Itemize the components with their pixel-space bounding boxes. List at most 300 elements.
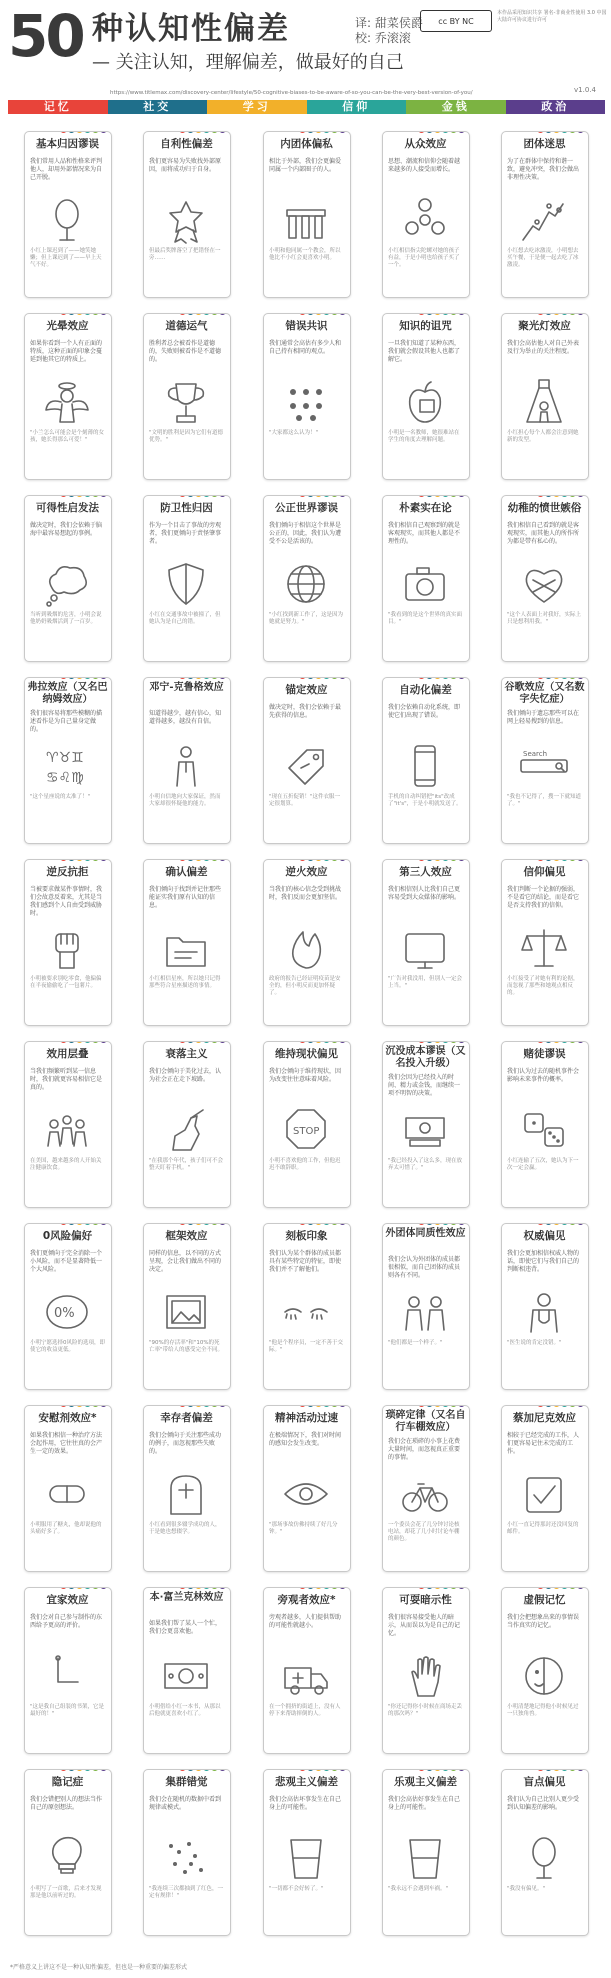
bias-description: 我们会把想象出来的事情误当作真实的记忆。 bbox=[507, 1614, 580, 1629]
category-dot bbox=[458, 131, 465, 133]
bias-title: 锚定效应 bbox=[285, 684, 328, 696]
category-dot bbox=[418, 131, 425, 133]
category-dot bbox=[219, 313, 226, 315]
category-dot bbox=[434, 131, 441, 133]
category-dot bbox=[339, 495, 346, 497]
bias-example: "小红找到新工作了，这是因为她就是努力。" bbox=[269, 612, 344, 625]
category-dot bbox=[434, 1405, 441, 1407]
category-dot bbox=[331, 1769, 338, 1771]
category-dot bbox=[60, 313, 67, 315]
category-dot bbox=[315, 131, 322, 133]
category-dots bbox=[418, 859, 465, 861]
category-dot bbox=[450, 1223, 457, 1225]
category-dot bbox=[179, 1587, 186, 1589]
category-dot bbox=[219, 677, 226, 679]
dice-icon bbox=[519, 1106, 569, 1154]
category-dot bbox=[211, 1405, 218, 1407]
category-dot bbox=[100, 1587, 107, 1589]
bias-description: 做决定时，我们会依赖于最先获得的信息。 bbox=[269, 704, 342, 719]
category-dot bbox=[339, 1405, 346, 1407]
stonehenge-icon bbox=[281, 196, 331, 244]
category-dot bbox=[561, 677, 568, 679]
bias-description: 我们很容易接受他人的暗示，从而误以为是自己的记忆。 bbox=[388, 1614, 461, 1637]
category-dot bbox=[331, 1041, 338, 1043]
bias-title: 蔡加尼克效应 bbox=[513, 1412, 576, 1424]
category-dot bbox=[434, 677, 441, 679]
category-5: 政治 bbox=[506, 100, 606, 114]
category-dot bbox=[569, 1587, 576, 1589]
bias-description: 当我们频繁听到某一信息时，我们就更容易相信它是真的。 bbox=[30, 1068, 103, 1091]
category-dot bbox=[195, 1587, 202, 1589]
license-text: 本作品采用知识共享 署名-非商业性使用 3.0 中国大陆许可协议进行许可 bbox=[497, 10, 607, 23]
fire-icon bbox=[281, 924, 331, 972]
category-dot bbox=[442, 859, 449, 861]
bias-description: 我们相信自己看到的就是客观现实，而其他人的所作所为都是带有私心的。 bbox=[507, 522, 580, 545]
category-dot bbox=[76, 1587, 83, 1589]
bias-example: 小明被要求别吃零食，他偏偏在半夜偷偷吃了一包薯片。 bbox=[30, 976, 102, 989]
bias-card bbox=[24, 131, 112, 298]
category-dot bbox=[76, 131, 83, 133]
bias-description: 当被要求做某件事情时，我们会故意反着来，尤其是当我们感到个人自由受到威胁时。 bbox=[30, 886, 103, 917]
category-dot bbox=[339, 1041, 346, 1043]
category-dot bbox=[203, 1769, 210, 1771]
category-dot bbox=[545, 859, 552, 861]
bias-description: 我们倾向于遗忘那些可以在网上轻易搜到的信息。 bbox=[507, 710, 580, 725]
category-dot bbox=[577, 1223, 584, 1225]
category-dot bbox=[179, 1405, 186, 1407]
zero-icon bbox=[42, 1288, 92, 1336]
bias-title: 琐碎定律（又名自行车棚效应） bbox=[385, 1410, 466, 1433]
category-dot bbox=[315, 1769, 322, 1771]
eye-icon bbox=[281, 1470, 331, 1518]
category-dots bbox=[299, 677, 346, 679]
bias-description: 我们相信自己观察到的就是客观现实，而其他人都是不理性的。 bbox=[388, 522, 461, 545]
category-dot bbox=[211, 1223, 218, 1225]
category-dot bbox=[307, 1405, 314, 1407]
category-dot bbox=[179, 1769, 186, 1771]
search-icon bbox=[519, 742, 569, 790]
category-dot bbox=[442, 1041, 449, 1043]
bias-example: "我已经投入了这么多，现在放弃太可惜了。" bbox=[388, 1158, 463, 1171]
category-dot bbox=[561, 859, 568, 861]
category-dot bbox=[92, 1587, 99, 1589]
category-dot bbox=[84, 131, 91, 133]
bias-card bbox=[143, 1041, 231, 1208]
category-dot bbox=[203, 1041, 210, 1043]
category-dot bbox=[561, 495, 568, 497]
category-dot bbox=[60, 495, 67, 497]
version-label: v1.0.4 bbox=[574, 86, 596, 94]
category-dots bbox=[299, 1587, 346, 1589]
category-dot bbox=[426, 1405, 433, 1407]
category-dot bbox=[434, 859, 441, 861]
bias-card bbox=[263, 131, 351, 298]
category-dot bbox=[195, 677, 202, 679]
category-dots bbox=[60, 1769, 107, 1771]
category-dot bbox=[339, 1587, 346, 1589]
category-dot bbox=[569, 1405, 576, 1407]
category-dots bbox=[60, 131, 107, 133]
knight-icon bbox=[161, 1106, 211, 1154]
category-dot bbox=[458, 677, 465, 679]
category-dot bbox=[434, 313, 441, 315]
category-dot bbox=[545, 313, 552, 315]
category-dot bbox=[100, 495, 107, 497]
category-dot bbox=[100, 1223, 107, 1225]
category-dot bbox=[426, 495, 433, 497]
category-dot bbox=[92, 1405, 99, 1407]
pill-icon bbox=[42, 1470, 92, 1518]
category-dot bbox=[418, 1223, 425, 1225]
bias-card bbox=[501, 313, 589, 480]
category-dots bbox=[179, 1041, 226, 1043]
category-dot bbox=[60, 677, 67, 679]
category-dot bbox=[315, 495, 322, 497]
bias-title: 隐记症 bbox=[51, 1776, 84, 1788]
bias-title: 公正世界谬误 bbox=[275, 502, 338, 514]
bias-card bbox=[143, 313, 231, 480]
category-dot bbox=[450, 1041, 457, 1043]
category-dots bbox=[60, 1041, 107, 1043]
bias-title: 集群错觉 bbox=[165, 1776, 208, 1788]
category-dot bbox=[211, 859, 218, 861]
bias-title: 错误共识 bbox=[285, 320, 328, 332]
bias-title: 从众效应 bbox=[404, 138, 447, 150]
bias-card bbox=[501, 1587, 589, 1754]
bias-description: 我们会更加相信权威人物的话，即使它们与我们自己的判断相违背。 bbox=[507, 1250, 580, 1273]
category-dots bbox=[299, 1405, 346, 1407]
bias-description: 做决定时，我们会依赖于脑海中最容易想起的事例。 bbox=[30, 522, 103, 537]
bias-description: 我们很容易将那些模糊的描述看作是为自己量身定做的。 bbox=[30, 710, 103, 733]
bias-card bbox=[24, 1405, 112, 1572]
category-dots bbox=[179, 495, 226, 497]
category-dot bbox=[68, 131, 75, 133]
category-dot bbox=[315, 1041, 322, 1043]
category-dot bbox=[307, 313, 314, 315]
bias-description: 如果我们帮了某人一个忙，我们会更喜欢他。 bbox=[149, 1620, 222, 1635]
category-dot bbox=[434, 1587, 441, 1589]
bias-card bbox=[143, 131, 231, 298]
bias-title: 衰落主义 bbox=[165, 1048, 208, 1060]
mirror-icon bbox=[519, 1834, 569, 1882]
category-dot bbox=[179, 1223, 186, 1225]
category-dot bbox=[60, 1769, 67, 1771]
bias-description: 我们会认为外团体的成员都很相似，而自己团体的成员则各有不同。 bbox=[388, 1256, 461, 1279]
bias-example: "他是个程序员，一定不善于交际。" bbox=[269, 1340, 344, 1353]
category-dot bbox=[418, 859, 425, 861]
category-dot bbox=[179, 859, 186, 861]
category-dot bbox=[76, 495, 83, 497]
category-dot bbox=[100, 1041, 107, 1043]
category-dots bbox=[537, 131, 584, 133]
category-dot bbox=[187, 1405, 194, 1407]
category-dot bbox=[442, 1405, 449, 1407]
bias-example: "小兰怎么可能会是个刻薄的女孩，她长得那么可爱！" bbox=[30, 430, 105, 443]
category-dots bbox=[60, 1587, 107, 1589]
category-dot bbox=[331, 1405, 338, 1407]
category-dot bbox=[339, 677, 346, 679]
bias-description: 我们会对自己参与制作的东西给予更高的评价。 bbox=[30, 1614, 103, 1629]
bias-example: 小红看到很多辍学成功的人，于是她也想辍学。 bbox=[149, 1522, 221, 1535]
bias-card bbox=[24, 1223, 112, 1390]
bias-example: 小明宁愿选择0风险的选项，即使它的收益更低。 bbox=[30, 1340, 106, 1353]
category-dot bbox=[537, 313, 544, 315]
category-dot bbox=[434, 1769, 441, 1771]
category-dot bbox=[569, 131, 576, 133]
category-dot bbox=[569, 1041, 576, 1043]
category-dot bbox=[92, 1769, 99, 1771]
glass-icon bbox=[400, 1834, 450, 1882]
category-dot bbox=[211, 677, 218, 679]
category-dot bbox=[179, 131, 186, 133]
category-dot bbox=[299, 677, 306, 679]
source-url[interactable]: https://www.titlemax.com/discovery-center/lifestyle/50-cognitive-biases-to-be-aware-of-so-you-can-be-the-very-best-version-of-you/ bbox=[110, 90, 473, 96]
bias-description: 我们会因为已经投入的时间、精力或金钱，而继续一项不明智的决策。 bbox=[388, 1074, 461, 1097]
category-dot bbox=[545, 1041, 552, 1043]
bias-title: 权威偏见 bbox=[523, 1230, 566, 1242]
bias-card bbox=[263, 1587, 351, 1754]
bias-title: 旁观者效应* bbox=[277, 1594, 336, 1606]
category-dot bbox=[84, 1405, 91, 1407]
bias-example: 小明不喜欢他的工作，但他迟迟不敢辞职。 bbox=[269, 1158, 341, 1171]
category-dot bbox=[577, 677, 584, 679]
category-dot bbox=[299, 1769, 306, 1771]
category-dot bbox=[76, 677, 83, 679]
category-dot bbox=[84, 313, 91, 315]
bias-example: "我看到的是这个世界的真实面目。" bbox=[388, 612, 463, 625]
category-dots bbox=[418, 131, 465, 133]
category-dot bbox=[203, 1223, 210, 1225]
bias-title: 赌徒谬误 bbox=[523, 1048, 566, 1060]
category-dot bbox=[561, 131, 568, 133]
category-dot bbox=[331, 677, 338, 679]
bias-example: 小明借给小红一本书，从那以后他就更喜欢小红了。 bbox=[149, 1704, 221, 1717]
bias-title: 光晕效应 bbox=[46, 320, 89, 332]
bias-description: 我们会错把别人的想法当作自己的原创想法。 bbox=[30, 1796, 103, 1811]
crowd-icon bbox=[42, 1106, 92, 1154]
bias-card bbox=[501, 859, 589, 1026]
category-dot bbox=[307, 495, 314, 497]
category-dots bbox=[60, 859, 107, 861]
bias-example: "医生说的肯定没错。" bbox=[507, 1340, 562, 1346]
bias-example: "广告对我没用，但别人一定会上当。" bbox=[388, 976, 463, 989]
category-dots bbox=[60, 313, 107, 315]
category-dots bbox=[60, 677, 107, 679]
title-number: 50 bbox=[8, 2, 83, 70]
category-dot bbox=[203, 1587, 210, 1589]
bicycle-icon bbox=[400, 1470, 450, 1518]
bias-title: 知识的诅咒 bbox=[399, 320, 452, 332]
category-dot bbox=[426, 131, 433, 133]
footnote: *严格意义上讲这不是一种认知性偏差，但也是一种重要的偏差形式 bbox=[10, 1964, 188, 1971]
category-dots bbox=[418, 1769, 465, 1771]
category-dot bbox=[450, 859, 457, 861]
category-dot bbox=[187, 131, 194, 133]
heart-icon bbox=[519, 560, 569, 608]
category-dot bbox=[299, 313, 306, 315]
bias-description: 如果你看到一个人有正面的特质，这种正面的印象会蔓延到他其它的特质上。 bbox=[30, 340, 103, 363]
bias-description: 我们倾向于相信这个世界是公正的，因此，我们认为遭受不公是活该的。 bbox=[269, 522, 342, 545]
svg-text:♈♉♊: ♈♉♊ bbox=[46, 750, 84, 766]
category-dots bbox=[179, 313, 226, 315]
bias-card bbox=[382, 1041, 470, 1208]
category-dot bbox=[307, 859, 314, 861]
category-dot bbox=[339, 859, 346, 861]
category-dot bbox=[418, 1041, 425, 1043]
category-dot bbox=[195, 1769, 202, 1771]
category-dots bbox=[60, 1223, 107, 1225]
category-dot bbox=[339, 1223, 346, 1225]
bias-card bbox=[382, 859, 470, 1026]
bias-card bbox=[263, 1223, 351, 1390]
category-dot bbox=[76, 1405, 83, 1407]
category-dot bbox=[68, 1587, 75, 1589]
bias-example: 小明写了一首歌，后来才发现那是他以前听过的。 bbox=[30, 1886, 102, 1899]
category-dot bbox=[553, 131, 560, 133]
bias-card bbox=[382, 313, 470, 480]
bias-title: 基本归因谬误 bbox=[36, 138, 99, 150]
bias-description: 我们倾向于找到并记住那些能证实我们原有认知的信息。 bbox=[149, 886, 222, 909]
category-dot bbox=[418, 1769, 425, 1771]
category-dots bbox=[60, 1405, 107, 1407]
tag-icon bbox=[281, 742, 331, 790]
apple-icon bbox=[400, 378, 450, 426]
category-dot bbox=[60, 859, 67, 861]
category-dot bbox=[569, 495, 576, 497]
stop-icon bbox=[281, 1106, 331, 1154]
category-dot bbox=[545, 1223, 552, 1225]
spotlight-icon bbox=[519, 378, 569, 426]
bias-card bbox=[143, 1769, 231, 1936]
category-dots bbox=[179, 677, 226, 679]
category-dot bbox=[92, 1041, 99, 1043]
bias-card bbox=[382, 495, 470, 662]
category-dot bbox=[577, 495, 584, 497]
face-icon bbox=[519, 1652, 569, 1700]
category-dot bbox=[442, 1587, 449, 1589]
translator: 译: 甜菜侯爵 bbox=[355, 16, 423, 30]
category-dot bbox=[187, 1587, 194, 1589]
category-dot bbox=[537, 677, 544, 679]
category-dot bbox=[323, 1587, 330, 1589]
category-dot bbox=[100, 859, 107, 861]
category-dot bbox=[450, 495, 457, 497]
trophy-icon bbox=[161, 378, 211, 426]
category-dots bbox=[418, 495, 465, 497]
category-dot bbox=[331, 1223, 338, 1225]
category-dot bbox=[299, 1041, 306, 1043]
bias-title: 外团体同质性效应 bbox=[385, 1228, 466, 1239]
category-dot bbox=[418, 1587, 425, 1589]
category-dot bbox=[299, 131, 306, 133]
hand-icon bbox=[400, 1652, 450, 1700]
category-dot bbox=[561, 1223, 568, 1225]
category-dot bbox=[442, 131, 449, 133]
category-dot bbox=[577, 859, 584, 861]
bias-title: 盲点偏见 bbox=[523, 1776, 566, 1788]
bias-title: 沉没成本谬误（又名投入升级） bbox=[385, 1046, 466, 1069]
bias-example: "90%的存活率"和"10%的死亡率"带给人的感受完全不同。 bbox=[149, 1340, 224, 1353]
category-dot bbox=[84, 1223, 91, 1225]
bias-example: 小明和他同属一个教会，所以他比不小红会更喜欢小明。 bbox=[269, 248, 341, 261]
bias-example: "文明的胜利是因为它们有道德优势。" bbox=[149, 430, 224, 443]
bias-example: 但最后奖牌落空了把错怪在一旁…… bbox=[149, 248, 221, 261]
category-dot bbox=[211, 1769, 218, 1771]
category-dot bbox=[315, 1405, 322, 1407]
bubble-icon bbox=[42, 560, 92, 608]
category-dot bbox=[60, 1223, 67, 1225]
category-dot bbox=[203, 677, 210, 679]
bias-description: 我们会倾向于美化过去，认为社会正在走下坡路。 bbox=[149, 1068, 222, 1083]
category-dot bbox=[442, 677, 449, 679]
category-dot bbox=[84, 1769, 91, 1771]
category-dot bbox=[219, 859, 226, 861]
bias-title: 0风险偏好 bbox=[42, 1230, 93, 1242]
category-dot bbox=[569, 313, 576, 315]
category-dot bbox=[100, 313, 107, 315]
category-dot bbox=[537, 1587, 544, 1589]
bias-description: 作为一个目击了事故的旁观者，我们更倾向于责怪肇事者。 bbox=[149, 522, 222, 545]
bias-title: 团体迷思 bbox=[523, 138, 566, 150]
bias-example: 当听到吸烟的危害，小明会说他奶奶吸烟活到了一百岁。 bbox=[30, 612, 102, 625]
bias-description: 我们更容易为失败找外部原因，而将成功归于自身。 bbox=[149, 158, 222, 173]
bias-description: 我们更倾向于完全消除一个小风险，而不是显著降低一个大风险。 bbox=[30, 1250, 103, 1273]
category-dots bbox=[537, 1769, 584, 1771]
category-dots bbox=[179, 131, 226, 133]
bias-card bbox=[382, 677, 470, 844]
category-dot bbox=[179, 313, 186, 315]
bias-description: 我们会在琐碎的小事上花费大量时间，而忽视真正重要的事情。 bbox=[388, 1438, 461, 1461]
category-dot bbox=[68, 859, 75, 861]
category-dot bbox=[577, 1769, 584, 1771]
bias-title: 信仰偏见 bbox=[523, 866, 566, 878]
bias-title: 自利性偏差 bbox=[160, 138, 213, 150]
category-dot bbox=[553, 1769, 560, 1771]
category-dot bbox=[92, 131, 99, 133]
bias-title: 安慰剂效应* bbox=[38, 1412, 97, 1424]
category-0: 记忆 bbox=[8, 100, 108, 114]
category-dots bbox=[299, 313, 346, 315]
bias-example: 小明服用了糖丸，他却说他的头痛好多了。 bbox=[30, 1522, 102, 1535]
bias-description: 我们认为过去的随机事件会影响未来事件的概率。 bbox=[507, 1068, 580, 1083]
bias-example: 小明自信地向大家保证，然而大家却很怀疑他的能力。 bbox=[149, 794, 221, 807]
search-label: Search bbox=[523, 750, 548, 758]
person-icon bbox=[161, 742, 211, 790]
category-dot bbox=[195, 859, 202, 861]
bias-card bbox=[24, 1587, 112, 1754]
category-dot bbox=[458, 495, 465, 497]
bias-example: "我也不记得了，搜一下就知道了。" bbox=[507, 794, 582, 807]
bias-description: 为了在群体中保持和谐一致，避免冲突，我们会做出非理性决策。 bbox=[507, 158, 580, 181]
bias-example: 一个委员会花了几分钟讨论核电站，却花了几小时讨论车棚的颜色。 bbox=[388, 1522, 460, 1542]
category-dots bbox=[60, 495, 107, 497]
category-dot bbox=[187, 1041, 194, 1043]
bias-card bbox=[501, 1405, 589, 1572]
category-dot bbox=[577, 313, 584, 315]
category-dots bbox=[537, 495, 584, 497]
fist-icon bbox=[42, 924, 92, 972]
category-dot bbox=[569, 1769, 576, 1771]
category-dot bbox=[577, 1041, 584, 1043]
bias-description: 相比于外部，我们会更偏爱同属一个内部圈子的人。 bbox=[269, 158, 342, 173]
category-dot bbox=[339, 313, 346, 315]
category-dot bbox=[187, 313, 194, 315]
category-dot bbox=[434, 495, 441, 497]
category-dot bbox=[537, 859, 544, 861]
category-dot bbox=[458, 1223, 465, 1225]
category-dot bbox=[100, 131, 107, 133]
bias-example: 在一个拥挤的街道上，没有人停下来帮助摔倒的人。 bbox=[269, 1704, 341, 1717]
